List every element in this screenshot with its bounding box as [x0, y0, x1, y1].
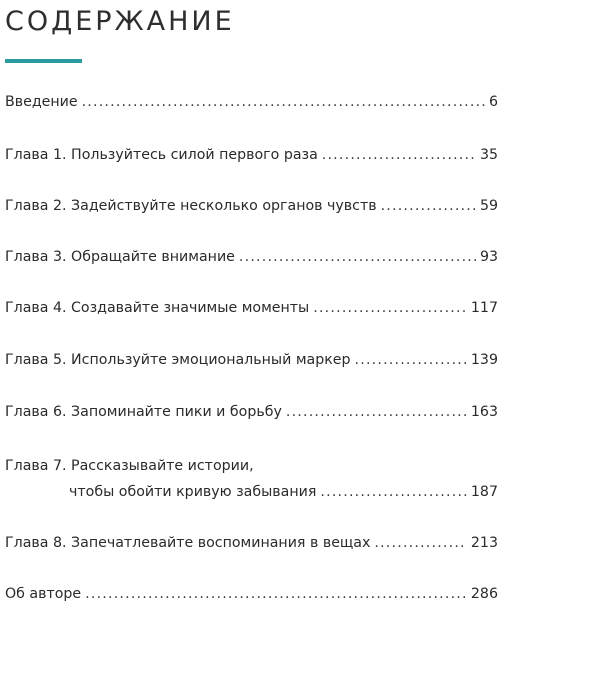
toc-entry-page: 93 — [479, 249, 498, 265]
toc-entry-page: 163 — [470, 404, 498, 420]
toc-entry-label: Глава 8. Запечатлевайте воспоминания в вещах — [5, 535, 371, 551]
dot-leader — [320, 482, 467, 502]
title-accent-bar — [5, 59, 82, 63]
toc-entry-page: 6 — [488, 94, 498, 110]
dot-leader — [381, 196, 476, 216]
toc-entry-page: 59 — [479, 198, 498, 214]
toc-entry-label: Введение — [5, 94, 78, 110]
toc-entry-chapter-7-line-1[interactable]: Глава 7. Рассказывайте истории, — [5, 458, 254, 474]
toc-entry-page: 117 — [470, 300, 498, 316]
page-title: СОДЕРЖАНИЕ — [5, 6, 235, 37]
toc-entry-about-author[interactable] — [5, 584, 498, 604]
toc-entry-label: Глава 1. Пользуйтесь силой первого раза — [5, 147, 318, 163]
toc-entry-page: 286 — [470, 586, 498, 602]
toc-entry-page: 213 — [470, 535, 498, 551]
toc-entry-chapter-2[interactable] — [5, 196, 498, 216]
toc-entry-label: чтобы обойти кривую забывания — [69, 484, 317, 500]
toc-entry-chapter-6[interactable] — [5, 402, 498, 422]
toc-entry-page: 187 — [470, 484, 498, 500]
toc-entry-chapter-7[interactable] — [5, 482, 498, 502]
dot-leader — [239, 247, 476, 267]
dot-leader — [286, 402, 467, 422]
toc-entry-chapter-3[interactable] — [5, 247, 498, 267]
toc-entry-label: Об авторе — [5, 586, 82, 602]
dot-leader — [355, 350, 467, 370]
toc-entry-page: 139 — [470, 352, 498, 368]
toc-entry-chapter-8[interactable] — [5, 533, 498, 553]
toc-entry-label: Глава 5. Используйте эмоциональный маркер — [5, 352, 351, 368]
toc-entry-label: Глава 6. Запоминайте пики и борьбу — [5, 404, 282, 420]
dot-leader — [313, 298, 467, 318]
toc-entry-introduction[interactable] — [5, 92, 498, 112]
toc-entry-chapter-5[interactable] — [5, 350, 498, 370]
toc-entry-chapter-1[interactable] — [5, 145, 498, 165]
dot-leader — [374, 533, 467, 553]
dot-leader — [85, 584, 467, 604]
toc-entry-page: 35 — [479, 147, 498, 163]
toc-entry-label: Глава 4. Создавайте значимые моменты — [5, 300, 310, 316]
dot-leader — [322, 145, 476, 165]
dot-leader — [82, 92, 485, 112]
toc-entry-label: Глава 3. Обращайте внимание — [5, 249, 235, 265]
toc-entry-chapter-4[interactable] — [5, 298, 498, 318]
toc-entry-label: Глава 2. Задействуйте несколько органов чувств — [5, 198, 377, 214]
